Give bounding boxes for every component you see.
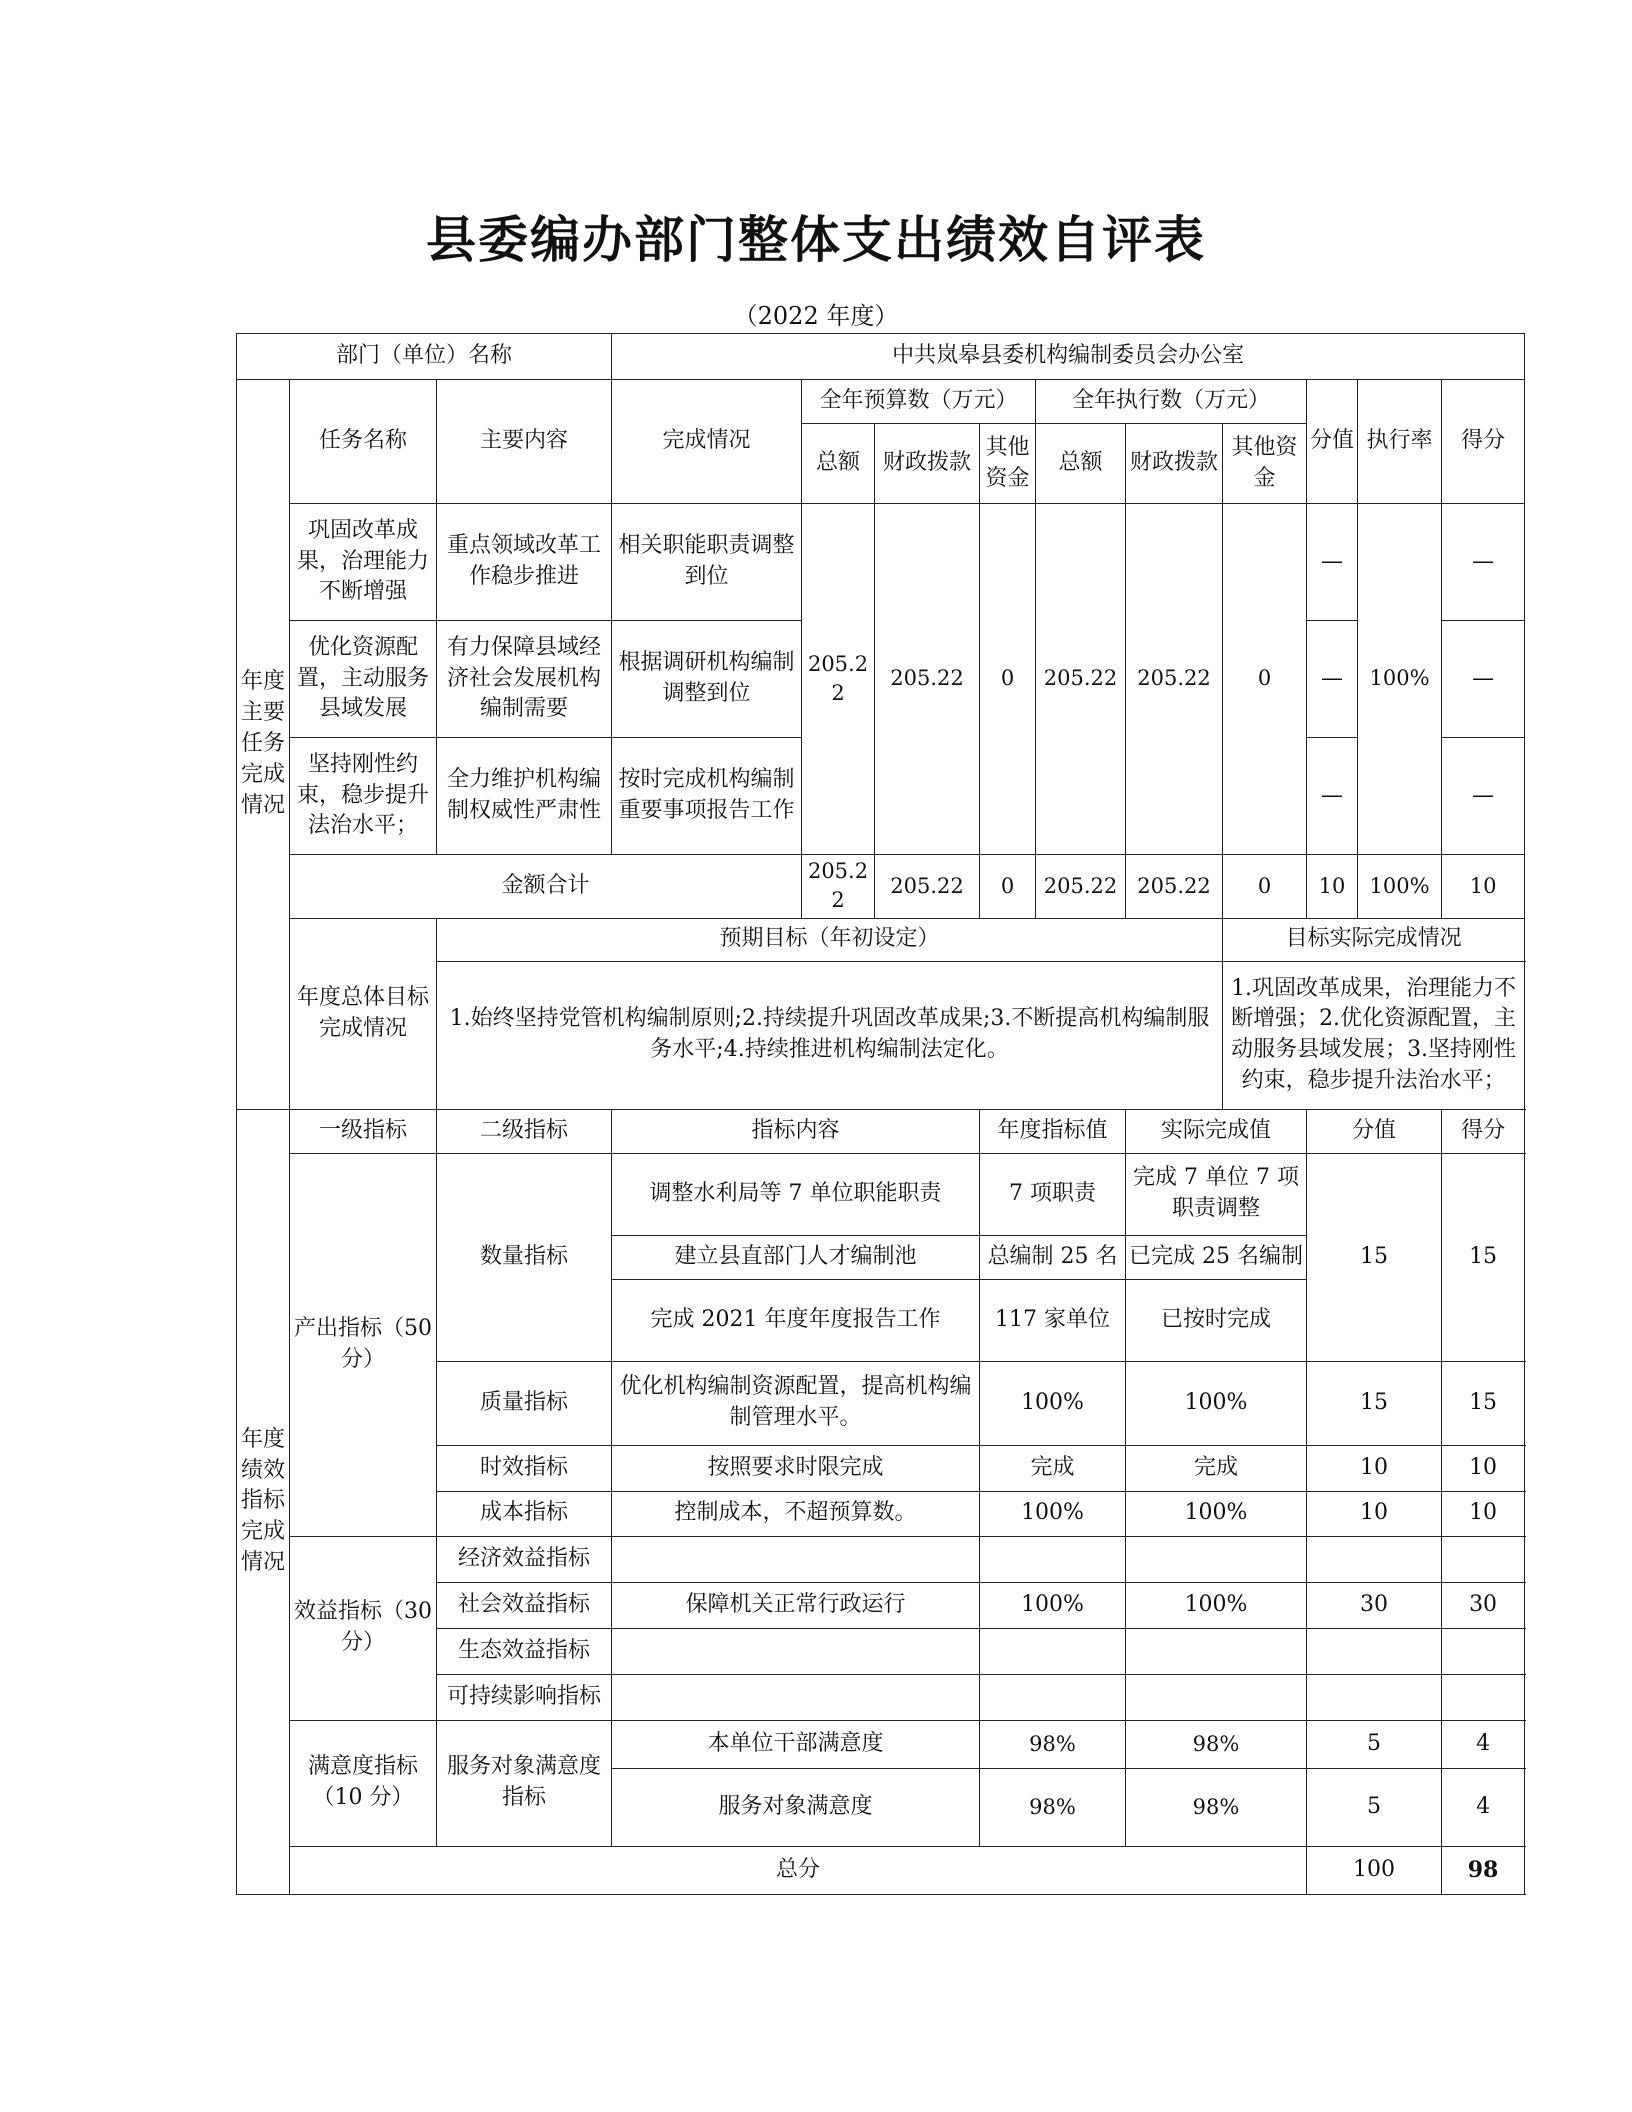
indicator-content: 按照要求时限完成 [612, 1445, 980, 1491]
indicator-target: 100% [980, 1361, 1126, 1445]
indicator-content: 建立县直部门人才编制池 [612, 1235, 980, 1279]
task-content: 有力保障县域经济社会发展机构编制需要 [437, 621, 612, 738]
header-budget-fiscal: 财政拨款 [875, 424, 980, 504]
indicator-target: 98% [980, 1768, 1126, 1846]
indicator-content [612, 1674, 980, 1720]
indicator-score: 10 [1442, 1491, 1525, 1536]
header-exec-other: 其他资金 [1223, 424, 1307, 504]
indicator-target: 117 家单位 [980, 1279, 1126, 1361]
indicator-content: 服务对象满意度 [612, 1768, 980, 1846]
indicator-score [1442, 1536, 1525, 1582]
indicator-content [612, 1628, 980, 1674]
indicator-actual: 已完成 25 名编制 [1126, 1235, 1307, 1279]
task-completion: 按时完成机构编制重要事项报告工作 [612, 738, 802, 855]
sum-budget-total: 205.22 [802, 855, 875, 919]
benefit-indicator-label: 效益指标（30 分） [290, 1536, 437, 1720]
indicator-score [1442, 1674, 1525, 1720]
indicator-actual [1126, 1628, 1307, 1674]
indicator-content [612, 1536, 980, 1582]
total-score: 98 [1442, 1846, 1525, 1894]
indicator-score: 15 [1442, 1361, 1525, 1445]
task-name: 坚持刚性约束，稳步提升法治水平； [290, 738, 437, 855]
task-score-value: — [1307, 738, 1358, 855]
indicator-target: 7 项职责 [980, 1153, 1126, 1235]
header-target: 年度指标值 [980, 1109, 1126, 1153]
sum-exec-rate: 100% [1358, 855, 1442, 919]
document-title: 县委编办部门整体支出绩效自评表 [426, 210, 1206, 269]
task-content: 重点领域改革工作稳步推进 [437, 504, 612, 621]
header-actual: 实际完成值 [1126, 1109, 1307, 1153]
indicator-score-value: 30 [1307, 1582, 1442, 1628]
header-level2: 二级指标 [437, 1109, 612, 1153]
indicator-score-value [1307, 1674, 1442, 1720]
dept-row [237, 334, 1525, 380]
document-subtitle: （2022 年度） [733, 302, 899, 330]
indicator-actual: 98% [1126, 1720, 1307, 1768]
header-score-value: 分值 [1307, 380, 1358, 504]
indicator-score-value [1307, 1536, 1442, 1582]
task-score-value: — [1307, 504, 1358, 621]
indicator-content: 完成 2021 年度年度报告工作 [612, 1279, 980, 1361]
indicator-actual [1126, 1674, 1307, 1720]
sum-label: 金额合计 [290, 855, 802, 919]
indicator-target [980, 1628, 1126, 1674]
quality-indicator-label: 质量指标 [437, 1361, 612, 1445]
task-completion: 根据调研机构编制调整到位 [612, 621, 802, 738]
indicator-content: 调整水利局等 7 单位职能职责 [612, 1153, 980, 1235]
cost-indicator-label: 成本指标 [437, 1491, 612, 1536]
satisfaction-sub-label: 服务对象满意度指标 [437, 1720, 612, 1846]
header-indicator-score: 得分 [1442, 1109, 1525, 1153]
task-header-row [237, 380, 1525, 424]
sum-score-value: 10 [1307, 855, 1358, 919]
indicator-row [237, 1536, 1525, 1582]
indicator-score: 10 [1442, 1445, 1525, 1491]
economic-indicator-label: 经济效益指标 [437, 1536, 612, 1582]
indicator-row [237, 1720, 1525, 1768]
indicator-score: 30 [1442, 1582, 1525, 1628]
header-exec-rate: 执行率 [1358, 380, 1442, 504]
indicator-score-value: 10 [1307, 1491, 1442, 1536]
indicator-score-value: 10 [1307, 1445, 1442, 1491]
header-main-content: 主要内容 [437, 380, 612, 504]
total-score-value: 100 [1307, 1846, 1442, 1894]
total-label: 总分 [290, 1846, 1307, 1894]
ecological-indicator-label: 生态效益指标 [437, 1628, 612, 1674]
header-level1: 一级指标 [290, 1109, 437, 1153]
total-row [237, 1846, 1525, 1894]
indicator-target: 98% [980, 1720, 1126, 1768]
task-score-value: — [1307, 621, 1358, 738]
indicator-target: 100% [980, 1491, 1126, 1536]
exec-total: 205.22 [1036, 504, 1126, 855]
indicator-score [1442, 1628, 1525, 1674]
quantity-indicator-label: 数量指标 [437, 1153, 612, 1361]
task-name: 巩固改革成果，治理能力不断增强 [290, 504, 437, 621]
header-budget-other: 其他资金 [980, 424, 1036, 504]
sum-exec-other: 0 [1223, 855, 1307, 919]
header-score: 得分 [1442, 380, 1525, 504]
task-name: 优化资源配置，主动服务县域发展 [290, 621, 437, 738]
header-completion: 完成情况 [612, 380, 802, 504]
budget-total: 205.22 [802, 504, 875, 855]
goals-section-label: 年度总体目标完成情况 [290, 918, 437, 1109]
indicator-actual: 100% [1126, 1582, 1307, 1628]
indicator-content: 本单位干部满意度 [612, 1720, 980, 1768]
indicator-content: 保障机关正常行政运行 [612, 1582, 980, 1628]
indicator-target [980, 1536, 1126, 1582]
header-budget-total: 总额 [802, 424, 875, 504]
budget-other: 0 [980, 504, 1036, 855]
header-indicator-score-value: 分值 [1307, 1109, 1442, 1153]
goals-actual-header: 目标实际完成情况 [1223, 918, 1525, 961]
indicator-actual: 100% [1126, 1361, 1307, 1445]
exec-fiscal: 205.22 [1126, 504, 1223, 855]
indicator-target: 总编制 25 名 [980, 1235, 1126, 1279]
header-exec-total: 总额 [1036, 424, 1126, 504]
timeliness-indicator-label: 时效指标 [437, 1445, 612, 1491]
task-score: — [1442, 504, 1525, 621]
goals-actual-text: 1.巩固改革成果，治理能力不断增强；2.优化资源配置，主动服务县域发展；3.坚持刚性约束，稳步提升法治水平； [1223, 961, 1525, 1109]
indicators-section-label: 年度绩效指标完成情况 [237, 1109, 290, 1894]
indicator-target [980, 1674, 1126, 1720]
quantity-score: 15 [1442, 1153, 1525, 1361]
tasks-section-label: 年度主要任务完成情况 [237, 380, 290, 1110]
indicator-score-value: 15 [1307, 1361, 1442, 1445]
sustainable-indicator-label: 可持续影响指标 [437, 1674, 612, 1720]
header-exec-fiscal: 财政拨款 [1126, 424, 1223, 504]
goals-header-row [237, 918, 1525, 961]
indicator-score-value [1307, 1628, 1442, 1674]
header-indicator-content: 指标内容 [612, 1109, 980, 1153]
social-indicator-label: 社会效益指标 [437, 1582, 612, 1628]
satisfaction-indicator-label: 满意度指标（10 分） [290, 1720, 437, 1846]
task-completion: 相关职能职责调整到位 [612, 504, 802, 621]
indicator-target: 100% [980, 1582, 1126, 1628]
indicator-actual: 98% [1126, 1768, 1307, 1846]
task-score: — [1442, 738, 1525, 855]
header-budget-group: 全年预算数（万元） [802, 380, 1036, 424]
task-content: 全力维护机构编制权威性严肃性 [437, 738, 612, 855]
output-indicator-label: 产出指标（50 分） [290, 1153, 437, 1536]
task-score: — [1442, 621, 1525, 738]
indicator-score-value: 5 [1307, 1768, 1442, 1846]
indicator-score: 4 [1442, 1720, 1525, 1768]
budget-fiscal: 205.22 [875, 504, 980, 855]
indicator-content: 控制成本，不超预算数。 [612, 1491, 980, 1536]
sum-budget-other: 0 [980, 855, 1036, 919]
indicator-score-value: 5 [1307, 1720, 1442, 1768]
indicator-score: 4 [1442, 1768, 1525, 1846]
sum-row [237, 855, 1525, 919]
sum-score: 10 [1442, 855, 1525, 919]
indicator-actual: 已按时完成 [1126, 1279, 1307, 1361]
sum-exec-fiscal: 205.22 [1126, 855, 1223, 919]
sum-budget-fiscal: 205.22 [875, 855, 980, 919]
dept-label: 部门（单位）名称 [237, 334, 612, 380]
indicator-actual: 完成 [1126, 1445, 1307, 1491]
goals-expected-text: 1.始终坚持党管机构编制原则;2.持续提升巩固改革成果;3.不断提高机构编制服务水平;4.持续推进机构编制法定化。 [437, 961, 1223, 1109]
goals-expected-header: 预期目标（年初设定） [437, 918, 1223, 961]
indicator-target: 完成 [980, 1445, 1126, 1491]
indicator-actual: 100% [1126, 1491, 1307, 1536]
quantity-score-value: 15 [1307, 1153, 1442, 1361]
sum-exec-total: 205.22 [1036, 855, 1126, 919]
indicator-header-row [237, 1109, 1525, 1153]
self-evaluation-table [236, 333, 1525, 1895]
exec-rate: 100% [1358, 504, 1442, 855]
task-row [237, 504, 1525, 621]
indicator-content: 优化机构编制资源配置，提高机构编制管理水平。 [612, 1361, 980, 1445]
indicator-actual [1126, 1536, 1307, 1582]
indicator-row [237, 1153, 1525, 1235]
exec-other: 0 [1223, 504, 1307, 855]
indicator-actual: 完成 7 单位 7 项职责调整 [1126, 1153, 1307, 1235]
header-task-name: 任务名称 [290, 380, 437, 504]
dept-value: 中共岚皋县委机构编制委员会办公室 [612, 334, 1525, 380]
header-exec-group: 全年执行数（万元） [1036, 380, 1307, 424]
